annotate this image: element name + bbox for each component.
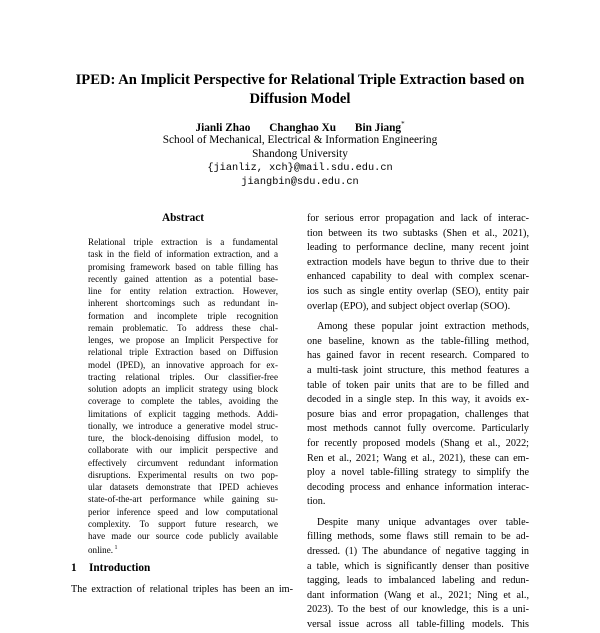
abstract-line: tracting relational triples. Our classifier-free: [88, 371, 278, 382]
body-text-line: versal issue across all table-filling models. This: [307, 619, 529, 631]
abstract-line: lenges, we propose an Implicit Perspective for: [88, 335, 278, 345]
section-title: Introduction: [89, 562, 151, 574]
body-text-line: ios such as single entity overlap (SEO), entity pair: [307, 285, 529, 297]
body-text-line: filling methods, some flaws still remain to be ad-: [307, 531, 529, 543]
body-text-line: ploy a novel table-filling strategy to simplify the: [307, 467, 529, 479]
body-text-line: 2023). To the best of our knowledge, this is a uni-: [307, 604, 529, 616]
right-column-body: [307, 212, 529, 633]
body-text-line: table of token pair units that are to be filled and: [307, 379, 529, 391]
body-text-line: for recently proposed models (Shang et al., 2022;: [307, 437, 529, 449]
abstract-body: [88, 236, 278, 555]
body-text-line: overlap (EPO), and subject object overlap (SOO).: [307, 300, 511, 312]
abstract-line: complexity. To support future research, we: [88, 518, 278, 529]
body-text-line: decoded in a single step. In this way, it avoids ex-: [307, 394, 529, 406]
abstract-line: line for entity relation extraction. However,: [88, 286, 278, 296]
body-text-line: tion.: [307, 496, 326, 508]
section-number: 1: [71, 562, 77, 574]
author-name-corresponding: Bin Jiang*: [354, 120, 405, 134]
abstract-line: inherent shortcomings such as redundant in-: [88, 298, 278, 309]
abstract-line: promising framework based on table filling has: [88, 261, 278, 272]
body-text-line: has gained favor in recent research. Compared to: [307, 350, 529, 362]
body-text-line: for serious error propagation and lack of interac-: [307, 213, 529, 224]
abstract-line: coverage to complete the tables, avoiding the: [88, 396, 278, 407]
abstract-line: Relational triple extraction is a fundamental: [88, 237, 278, 247]
abstract-line: tionally, we introduce a generative model struc-: [88, 420, 278, 431]
body-text-line: a multi-task joint structure, this method features a: [307, 364, 529, 376]
body-text-line: one baseline, known as the table-filling method,: [307, 335, 529, 347]
corresponding-author-mark: *: [401, 120, 405, 128]
author-name: Changhao Xu: [269, 121, 337, 134]
abstract-line: disruptions. Experimental results on two pop-: [88, 469, 278, 480]
body-text-line: a table, which is significantly denser than positive: [307, 560, 529, 572]
body-text-line: tagging, leads to imbalanced labeling and redun-: [307, 575, 529, 587]
abstract-line: relational triple Extraction based on Diffusion: [88, 347, 278, 358]
affiliation-school: School of Mechanical, Electrical & Information Engineering: [162, 134, 438, 146]
body-text-line: Ren et al., 2021; Wang et al., 2021), these can em-: [307, 452, 529, 464]
abstract-line: effectively circumvent redundant information: [88, 457, 278, 468]
corresponding-email: jiangbin@sdu.edu.cn: [241, 176, 359, 188]
abstract-line: online. $^1$: [88, 545, 118, 556]
body-text-line: tion between its two subtasks (Shen et al., 2021),: [307, 227, 529, 239]
abstract-line: perior inference speed and low computational: [88, 506, 278, 517]
author-emails: {jianliz, xch}@mail.sdu.edu.cn: [207, 162, 393, 174]
affiliation-university: Shandong University: [252, 148, 348, 160]
body-text-line: extraction models have begun to thrive due to their: [307, 256, 529, 268]
introduction-line: The extraction of relational triples has been an im-: [71, 584, 293, 595]
body-text-line: leading to performance decline, many recent joint: [307, 242, 529, 254]
footnote-mark: 1: [113, 545, 118, 552]
abstract-line: ular datasets demonstrate that IPED achieves: [88, 482, 278, 492]
body-text-line: Despite many unique advantages over table-: [317, 516, 529, 528]
paper-title-line-2: Diffusion Model: [249, 91, 351, 107]
abstract-line: have made our source code publicly available: [88, 531, 278, 541]
author-name: Jianli Zhao: [195, 121, 251, 134]
abstract-line: limitations of explicit tagging methods. Addi-: [88, 408, 278, 419]
body-text-line: enhanced capability to deal with complex scenar-: [307, 271, 529, 283]
body-text-line: Among these popular joint extraction methods,: [317, 321, 529, 333]
abstract-line: recently gained attention as a potential base-: [88, 273, 278, 284]
abstract-line: model (IPED), an innovative approach for ex-: [88, 359, 278, 370]
abstract-heading: Abstract: [161, 212, 205, 224]
body-text-line: dant information (Wang et al., 2021; Ning et al.,: [307, 589, 529, 601]
body-text-line: posure bias and error propagation, challenges that: [307, 408, 529, 420]
body-text-line: most methods cannot fully overcome. Particularly: [307, 423, 529, 435]
abstract-line: task in the field of information extraction, and a: [88, 249, 278, 260]
section-heading: [71, 561, 150, 575]
abstract-line: state-of-the-art performance while gaining su-: [88, 494, 278, 505]
abstract-line: ture, the block-denoising diffusion model, to: [88, 433, 278, 443]
abstract-line: collaborate with our implicit perspective and: [88, 445, 278, 456]
body-text-line: decoding process and enhance information interac-: [307, 481, 529, 493]
abstract-line: solution adopts an implicit strategy using block: [88, 384, 278, 394]
body-text-line: dressed. (1) The abundance of negative tagging in: [307, 546, 529, 558]
paper-title-line-1: IPED: An Implicit Perspective for Relational Triple Extraction based on: [75, 72, 525, 88]
introduction-body: [71, 583, 293, 598]
abstract-line: remain problematic. To address these chal-: [88, 322, 278, 333]
abstract-line: formation and incomplete triple recognition: [88, 310, 278, 321]
